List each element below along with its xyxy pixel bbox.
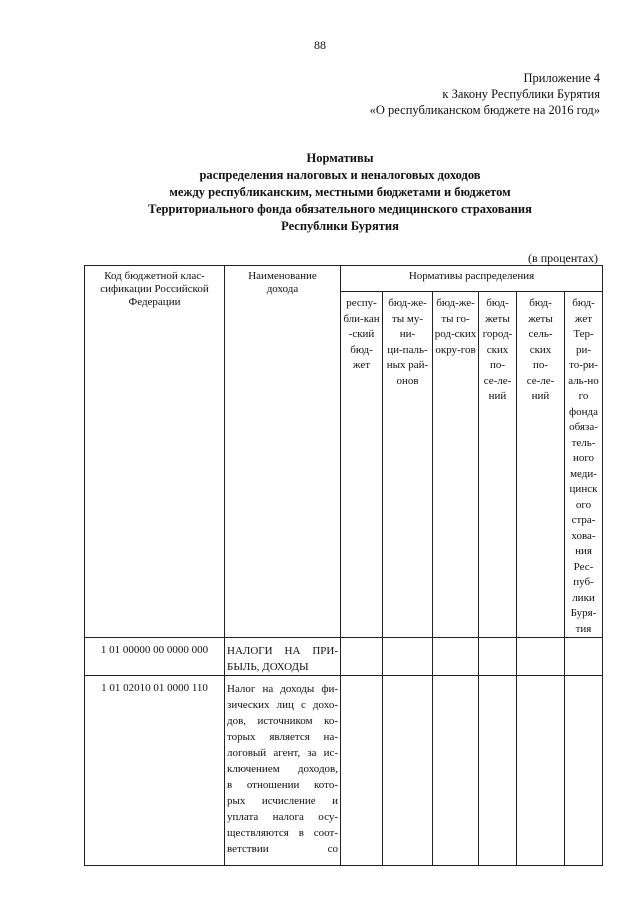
subheader-line: сель- <box>528 328 553 340</box>
subheader-line: ни- <box>399 328 416 340</box>
norm-cell <box>341 676 383 866</box>
norm-cell <box>517 676 565 866</box>
norm-cell <box>433 676 479 866</box>
appendix-heading <box>370 70 600 118</box>
appendix-line: Приложение 4 <box>523 71 600 85</box>
title-line: Нормативы <box>306 151 374 165</box>
subheader-line: бюд-же- <box>388 297 427 309</box>
row-name-line: ветствии со <box>227 843 338 855</box>
subheader-line: по- <box>489 359 506 371</box>
header-name-line: дохода <box>266 283 299 295</box>
row-name-line: ществляются в соот- <box>227 827 338 839</box>
subheader-line: респу- <box>346 297 377 309</box>
subheader-health-insurance-fund <box>565 292 603 638</box>
subheader-line: онов <box>396 374 419 387</box>
row-name-line: в отношении кото- <box>227 779 338 791</box>
norm-cell <box>517 638 565 676</box>
subheader-line: ных рай- <box>386 359 429 371</box>
subheader-line: се-ле- <box>526 374 555 387</box>
norm-cell <box>383 638 433 676</box>
subheader-line: окру-гов <box>435 343 476 356</box>
norm-cell <box>433 638 479 676</box>
subheader-line: лики <box>572 591 595 604</box>
subheader-line: фонда <box>569 405 598 418</box>
subheader-rural-settlement-budgets <box>517 292 565 638</box>
subheader-line: Рес- <box>573 560 594 573</box>
header-code-line: Код бюджетной клас- <box>104 270 205 282</box>
subheader-line: ний <box>488 390 507 402</box>
document-title <box>60 150 620 235</box>
units-note: (в процентах) <box>528 251 598 265</box>
norm-cell <box>565 676 603 866</box>
subheader-line: бюд-же- <box>436 297 475 309</box>
subheader-line: жет <box>352 359 371 371</box>
appendix-line: к Закону Республики Бурятия <box>442 87 600 101</box>
subheader-line: род-ских <box>434 328 477 340</box>
subheader-line: бюд- <box>350 343 373 356</box>
subheader-line: жеты <box>528 312 553 325</box>
row-name <box>225 676 341 866</box>
row-name-line: ключением доходов, <box>227 763 338 775</box>
subheader-line: ого <box>575 498 592 511</box>
norms-table <box>84 265 603 866</box>
subheader-line: ци-паль- <box>387 343 428 356</box>
subheader-line: стра- <box>571 514 596 526</box>
table-row <box>85 638 603 676</box>
norm-cell <box>565 638 603 676</box>
subheader-line: го <box>578 390 589 402</box>
subheader-line: то-ри- <box>569 359 598 371</box>
subheader-line: меди- <box>570 467 597 480</box>
row-code: 1 01 00000 00 0000 000 <box>85 638 225 676</box>
row-name-line: НАЛОГИ НА ПРИ- <box>227 645 338 657</box>
subheader-line: пуб- <box>573 576 594 588</box>
header-code-line: сификации Российской <box>100 283 209 295</box>
page-number: 88 <box>314 38 326 52</box>
subheader-line: по- <box>532 359 549 371</box>
subheader-line: ри- <box>575 343 592 356</box>
subheader-line: Тер- <box>573 328 594 340</box>
header-norms: Нормативы распределения <box>341 266 603 292</box>
subheader-line: цинск <box>569 483 598 495</box>
subheader-line: жет <box>574 312 593 325</box>
subheader-line: обяза- <box>569 421 598 433</box>
row-name-line: БЫЛЬ, ДОХОДЫ <box>227 661 309 673</box>
subheader-line: аль-но <box>568 374 599 387</box>
title-line: распределения налоговых и неналоговых доходов <box>199 168 481 182</box>
subheader-republic-budget <box>341 292 383 638</box>
subheader-line: ты го- <box>441 312 470 325</box>
subheader-line: се-ле- <box>483 374 512 387</box>
row-name-line: рых исчисление и <box>227 795 338 807</box>
subheader-line: ских <box>529 343 552 356</box>
norm-cell <box>479 676 517 866</box>
row-name <box>225 638 341 676</box>
row-name-line: торых является на- <box>227 731 338 743</box>
subheader-city-district-budgets <box>433 292 479 638</box>
subheader-line: ного <box>572 452 595 464</box>
subheader-line: ний <box>531 390 550 402</box>
title-line: Территориального фонда обязательного медицинского страхования <box>148 202 532 216</box>
subheader-line: ты му- <box>391 312 424 325</box>
row-name-line: зических лиц с дохо- <box>227 699 338 711</box>
subheader-line: город- <box>482 328 513 340</box>
row-name-line: дов, источником ко- <box>227 715 338 727</box>
subheader-urban-settlement-budgets <box>479 292 517 638</box>
subheader-line: тия <box>575 622 592 635</box>
subheader-line: жеты <box>485 312 510 325</box>
norm-cell <box>341 638 383 676</box>
subheader-line: Буря- <box>570 607 597 619</box>
subheader-line: ния <box>575 545 592 557</box>
row-code: 1 01 02010 01 0000 110 <box>85 676 225 866</box>
subheader-line: бюд- <box>572 297 595 309</box>
norm-cell <box>383 676 433 866</box>
subheader-line: тель- <box>571 436 596 449</box>
subheader-line: ских <box>486 343 509 356</box>
header-name-line: Наименование <box>248 270 317 282</box>
norm-cell <box>479 638 517 676</box>
subheader-line: -ский <box>348 328 375 340</box>
table-row <box>85 676 603 866</box>
header-code <box>85 266 225 638</box>
subheader-line: хова- <box>571 529 596 542</box>
title-line: Республики Бурятия <box>281 219 399 233</box>
subheader-district-budgets <box>383 292 433 638</box>
subheader-line: бюд- <box>529 297 552 309</box>
header-name <box>225 266 341 638</box>
row-name-line: Налог на доходы фи- <box>227 683 338 695</box>
row-name-line: логовый агент, за ис- <box>227 747 338 759</box>
subheader-line: бли-кан <box>343 312 380 325</box>
header-code-line: Федерации <box>128 296 181 308</box>
title-line: между республиканским, местными бюджетами и бюджетом <box>169 185 511 199</box>
row-name-line: уплата налога осу- <box>227 811 338 823</box>
appendix-line: «О республиканском бюджете на 2016 год» <box>369 103 600 117</box>
subheader-line: бюд- <box>486 297 509 309</box>
